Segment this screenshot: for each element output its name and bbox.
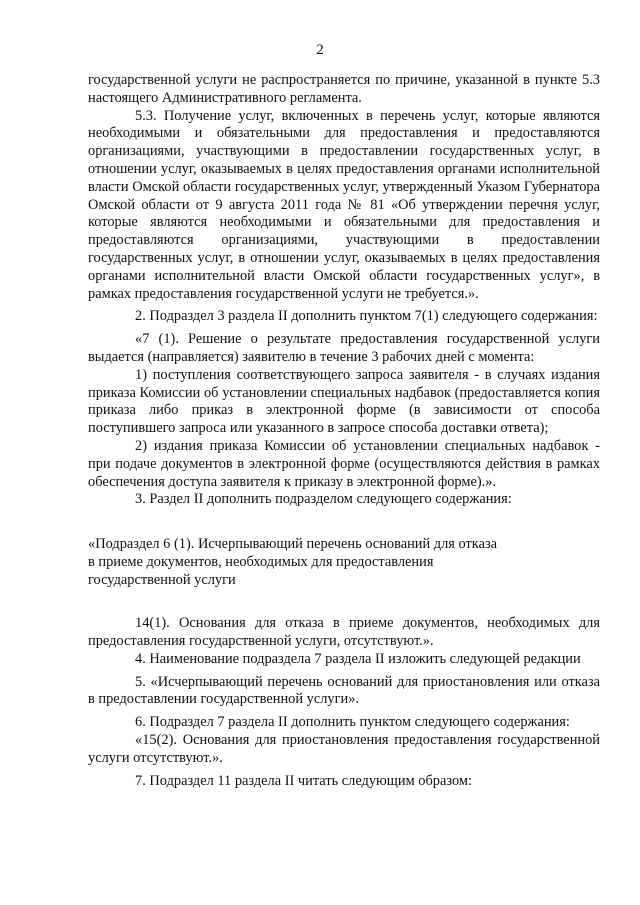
paragraph-continuation: государственной услуги не распространяется по причине, указанной в пункте 5.3 настоящего Административного регламента. (88, 72, 600, 106)
paragraph-item-6: 6. Подраздел 7 раздела II дополнить пунктом следующего содержания: (135, 714, 570, 731)
paragraph-5-3: 5.3. Получение услуг, включенных в перечень услуг, которые являются необходимыми и обязательными для предоставления и предоставляются организациями, участвующими в предоставлении государственных услуг, в отношении услуг, оказываемых в целях предоставления органами исполнительной власти Омской области государственных услуг, утвержденный Указом Губернатора Омской области от 9 августа 2011 года № 81 «Об утверждении перечня услуг, которые являются необходимыми и обязательными для предоставления и предоставляются организациями, участвующими в предоставлении государственных услуг, в отношении услуг, оказываемых в целях предоставления органами исполнительной власти Омской области государственных услуг», в рамках предоставления государственной услуги не требуется.». (88, 107, 600, 302)
document-body (88, 72, 600, 790)
subsection-heading-line: «Подраздел 6 (1). Исчерпывающий перечень оснований для отказа (88, 536, 498, 553)
paragraph-item-4: 4. Наименование подраздела 7 раздела II изложить следующей редакции (135, 650, 581, 667)
subsection-heading-line: государственной услуги (88, 572, 236, 589)
paragraph-14-1: 14(1). Основания для отказа в приеме документов, необходимых для предоставления государственной услуги, отсутствуют.». (88, 615, 600, 649)
paragraph-subitem-1: 1) поступления соответствующего запроса заявителя - в случаях издания приказа Комиссии об установлении специальных надбавок (предоставляется копия приказа либо приказ в электронной форме (в зависимости от способа поступившего запроса или указанного в запросе способа доставки ответа); (88, 366, 600, 437)
paragraph-item-3: 3. Раздел II дополнить подразделом следующего содержания: (135, 491, 512, 508)
paragraph-item-2: 2. Подраздел 3 раздела II дополнить пунктом 7(1) следующего содержания: (135, 308, 598, 325)
page-number: 2 (316, 42, 324, 58)
paragraph-item-5: 5. «Исчерпывающий перечень оснований для приостановления или отказа в предоставлении государственной услуги». (88, 673, 600, 708)
subsection-heading-line: в приеме документов, необходимых для предоставления (88, 554, 434, 571)
subsection-heading (88, 535, 600, 589)
paragraph-15-2: «15(2). Основания для приостановления предоставления государственной услуги отсутствуют.». (88, 731, 600, 766)
paragraph-subitem-2: 2) издания приказа Комиссии об установлении специальных надбавок - при подаче документов в электронной форме (осуществляются действия в рамках обеспечения доступа заявителя к приказу в электронной форме).». (88, 437, 600, 490)
paragraph-7-1: «7 (1). Решение о результате предоставления государственной услуги выдается (направляется) заявителю в течение 3 рабочих дней с момента: (88, 331, 600, 365)
paragraph-item-7: 7. Подраздел 11 раздела II читать следующим образом: (135, 772, 473, 789)
